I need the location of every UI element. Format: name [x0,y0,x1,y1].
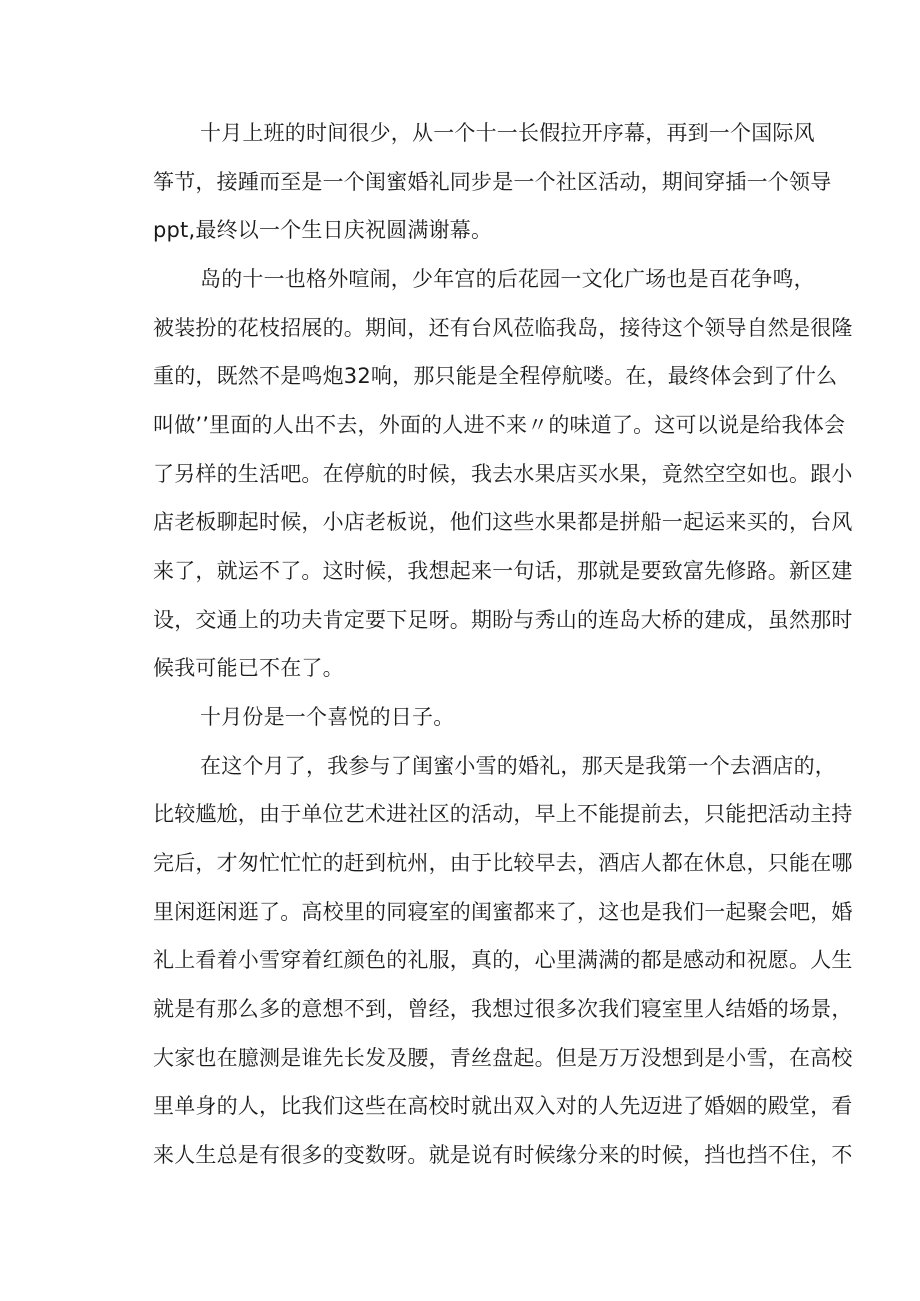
text-line: ppt,最终以一个生日庆祝圆满谢幕。 [153,218,493,242]
text-line: 比较尴尬，由于单位艺术进社区的活动，早上不能提前去，只能把活动主持 [153,802,853,826]
text-line: 十月上班的时间很少，从一个十一长假拉开序幕，再到一个国际风 [200,121,815,145]
text-line: 完后，才匆忙忙忙的赶到杭州，由于比较早去，酒店人都在休息，只能在哪 [153,851,853,875]
text-line: 就是有那么多的意想不到，曾经，我想过很多次我们寝室里人结婚的场景， [153,997,853,1021]
text-line: 里闲逛闲逛了。高校里的同寝室的闺蜜都来了，这也是我们一起聚会吧，婚 [153,900,853,924]
text-line: 候我可能已不在了。 [153,656,344,680]
text-line: 叫做’’里面的人出不去，外面的人进不来〃的味道了。这可以说是给我体会 [153,413,846,437]
text-line: 来了，就运不了。这时候，我想起来一句话，那就是要致富先修路。新区建 [153,559,853,583]
text-line: 大家也在臆测是谁先长发及腰，青丝盘起。但是万万没想到是小雪，在高校 [153,1046,853,1070]
text-line: 礼上看着小雪穿着红颜色的礼服，真的，心里满满的都是感动和祝愿。人生 [153,948,853,972]
text-line: 筝节，接踵而至是一个闺蜜婚礼同步是一个社区活动，期间穿插一个领导 [153,170,832,194]
text-line: 里单身的人，比我们这些在高校时就出双入对的人先迈进了婚姻的殿堂，看 [153,1094,853,1118]
text-line: 岛的十一也格外喧闹，少年宫的后花园一文化广场也是百花争鸣， [200,267,815,291]
text-line: 重的，既然不是鸣炮32响，那只能是全程停航喽。在，最终体会到了什么 [153,364,838,388]
text-line: 在这个月了，我参与了闺蜜小雪的婚礼，那天是我第一个去酒店的， [200,754,836,778]
text-line: 了另样的生活吧。在停航的时候，我去水果店买水果，竟然空空如也。跟小 [153,462,853,486]
text-line: 设，交通上的功夫肯定要下足呀。期盼与秀山的连岛大桥的建成，虽然那时 [153,608,853,632]
text-line: 来人生总是有很多的变数呀。就是说有时候缘分来的时候，挡也挡不住，不 [153,1143,853,1167]
text-line: 店老板聊起时候，小店老板说，他们这些水果都是拼船一起运来买的，台风 [153,510,853,534]
text-line: 被装扮的花枝招展的。期间，还有台风莅临我岛，接待这个领导自然是很隆 [153,316,853,340]
text-line: 十月份是一个喜悦的日子。 [200,705,455,729]
